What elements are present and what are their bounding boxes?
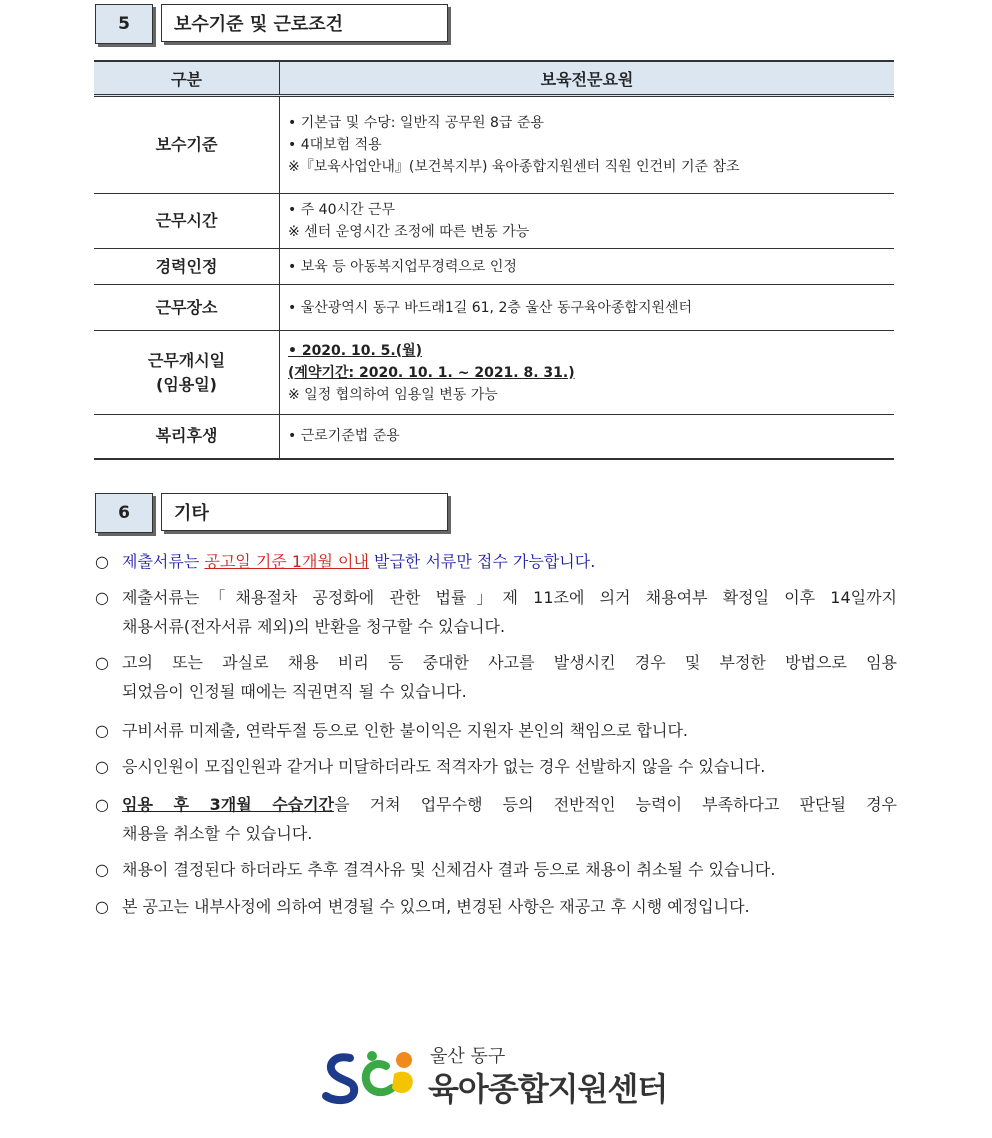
circle-bullet-icon: ○ <box>95 721 109 740</box>
label-line: (임용일) <box>156 374 217 394</box>
note-text: 구비서류 미제출, 연락두절 등으로 인한 불이익은 지원자 본인의 책임으로 합니다. <box>122 721 688 740</box>
row-label <box>94 331 280 415</box>
value-line: • 주 40시간 근무 <box>288 202 396 218</box>
table-row-welfare <box>94 415 894 459</box>
row-label: 근무시간 <box>94 194 280 249</box>
value-line: ※『보육사업안내』(보건복지부) 육아종합지원센터 직원 인건비 기준 참조 <box>288 159 740 175</box>
logo-subtitle: 울산 동구 <box>430 1046 506 1067</box>
note-item <box>95 752 897 781</box>
note-text: 발급한 서류만 접수 가능합니다. <box>368 552 596 571</box>
section-6-title: 기타 <box>161 493 448 531</box>
value-line: • 기본급 및 수당: 일반직 공무원 8급 준용 <box>288 115 544 131</box>
note-text: 을 거쳐 업무수행 등의 전반적인 능력이 부족하다고 판단될 경우 <box>334 795 898 814</box>
logo-title: 육아종합지원센터 <box>428 1070 668 1108</box>
row-value <box>280 331 895 415</box>
note-item <box>95 648 897 706</box>
section-6-header <box>95 493 451 533</box>
circle-bullet-icon: ○ <box>95 757 109 776</box>
section-5-number: 5 <box>95 4 153 44</box>
note-text: 본 공고는 내부사정에 의하여 변경될 수 있으며, 변경된 사항은 재공고 후 시행 예정입니다. <box>122 897 750 916</box>
table-row-location <box>94 285 894 331</box>
value-line: • 울산광역시 동구 바드래1길 61, 2층 울산 동구육아종합지원센터 <box>288 299 693 316</box>
note-item <box>95 790 897 848</box>
note-item <box>95 547 897 576</box>
note-item <box>95 892 897 921</box>
row-label: 경력인정 <box>94 249 280 285</box>
section-6-number: 6 <box>95 493 153 533</box>
row-label: 근무장소 <box>94 285 280 331</box>
note-text: 채용을 취소할 수 있습니다. <box>122 824 313 843</box>
circle-bullet-icon: ○ <box>95 653 109 672</box>
circle-bullet-icon: ○ <box>95 860 109 879</box>
note-highlight: 임용 후 3개월 수습기간 <box>122 795 335 814</box>
table-row-start-date <box>94 331 894 415</box>
note-text: 채용이 결정된다 하더라도 추후 결격사유 및 신체검사 결과 등으로 채용이 취소될 수 있습니다. <box>122 860 776 879</box>
conditions-table <box>94 60 894 460</box>
value-line: (계약기간: 2020. 10. 1. ~ 2021. 8. 31.) <box>288 364 575 381</box>
row-value <box>280 415 895 459</box>
value-line: ※ 일정 협의하여 임용일 변동 가능 <box>288 386 498 403</box>
note-text: 제출서류는 <box>122 552 205 571</box>
column-header-category: 구분 <box>94 61 280 96</box>
table-row-hours <box>94 194 894 249</box>
row-value <box>280 285 895 331</box>
table-row-salary <box>94 96 894 194</box>
note-text: 되었음이 인정될 때에는 직권면직 될 수 있습니다. <box>122 682 467 701</box>
note-text: 채용서류(전자서류 제외)의 반환을 청구할 수 있습니다. <box>122 617 506 636</box>
note-item <box>95 716 897 745</box>
circle-bullet-icon: ○ <box>95 552 109 571</box>
center-logo <box>320 1040 680 1110</box>
row-label: 보수기준 <box>94 96 280 194</box>
row-label: 복리후생 <box>94 415 280 459</box>
row-value <box>280 96 895 194</box>
note-item <box>95 855 897 884</box>
note-text: 제출서류는「채용절차 공정화에 관한 법률」제 11조에 의거 채용여부 확정일 이후 14일까지 <box>122 588 897 607</box>
logo-mark-icon <box>320 1040 424 1110</box>
circle-bullet-icon: ○ <box>95 795 109 814</box>
row-value <box>280 194 895 249</box>
section-5-title: 보수기준 및 근로조건 <box>161 4 448 42</box>
label-line: 근무개시일 <box>147 350 226 370</box>
value-line: • 2020. 10. 5.(월) <box>288 342 423 359</box>
value-line: • 근로기준법 준용 <box>288 428 400 445</box>
column-header-position: 보육전문요원 <box>280 61 895 96</box>
circle-bullet-icon: ○ <box>95 897 109 916</box>
value-line: • 4대보험 적용 <box>288 137 382 153</box>
value-line: • 보육 등 아동복지업무경력으로 인정 <box>288 258 517 275</box>
note-text: 고의 또는 과실로 채용 비리 등 중대한 사고를 발생시킨 경우 및 부정한 방법으로 임용 <box>122 653 897 672</box>
note-text: 응시인원이 모집인원과 같거나 미달하더라도 적격자가 없는 경우 선발하지 않을 수 있습니다. <box>122 757 766 776</box>
circle-bullet-icon: ○ <box>95 588 109 607</box>
note-highlight: 공고일 기준 1개월 이내 <box>204 552 369 571</box>
table-header-row <box>94 61 894 96</box>
table-row-career <box>94 249 894 285</box>
notes-list <box>95 547 897 921</box>
note-item <box>95 583 897 641</box>
value-line: ※ 센터 운영시간 조정에 따른 변동 가능 <box>288 224 530 240</box>
section-5-header <box>95 4 451 44</box>
row-value <box>280 249 895 285</box>
